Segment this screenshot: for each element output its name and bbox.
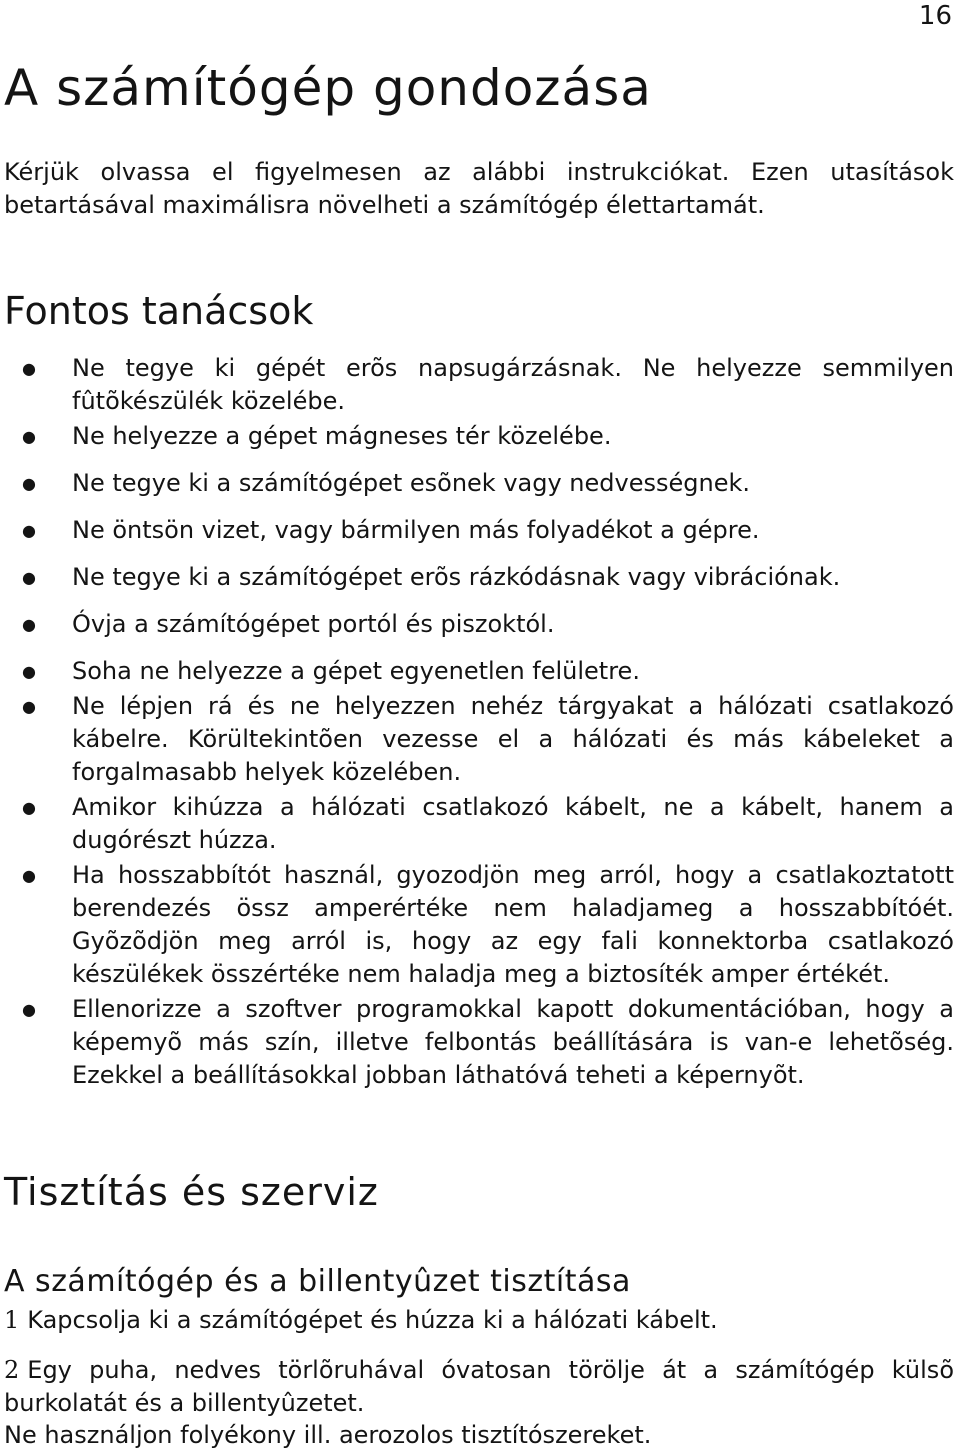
- tip-item: [0, 859, 960, 991]
- page-number: 16: [918, 1, 952, 31]
- tip-item: [0, 690, 960, 789]
- bullet-icon: ●: [22, 568, 36, 587]
- step-item: [4, 1304, 954, 1337]
- tip-item: [0, 514, 960, 547]
- tip-text: Soha ne helyezze a gépet egyenetlen felületre.: [72, 657, 640, 685]
- bullet-icon: ●: [22, 798, 36, 817]
- tip-item: [0, 655, 960, 688]
- tip-text: Ne helyezze a gépet mágneses tér közelébe.: [72, 422, 612, 450]
- step-number: 2: [4, 1356, 20, 1384]
- bullet-icon: ●: [22, 1000, 36, 1019]
- step-text: Egy puha, nedves törlõruhával óvatosan törölje át a számítógép külsõ burkolatát és a billentyûzetet.: [4, 1356, 954, 1417]
- bullet-icon: ●: [22, 866, 36, 885]
- tips-list: [0, 352, 960, 1094]
- tips-heading: Fontos tanácsok: [4, 289, 314, 333]
- step-item: [4, 1354, 954, 1420]
- page-title: A számítógép gondozása: [4, 59, 652, 117]
- tip-item: [0, 608, 960, 641]
- tip-text: Ne öntsön vizet, vagy bármilyen más folyadékot a gépre.: [72, 516, 760, 544]
- tip-item: [0, 791, 960, 857]
- bullet-icon: ●: [22, 359, 36, 378]
- tip-item: [0, 993, 960, 1092]
- bullet-icon: ●: [22, 697, 36, 716]
- tip-item: [0, 561, 960, 594]
- tip-item: [0, 467, 960, 500]
- tip-text: Ne lépjen rá és ne helyezzen nehéz tárgyakat a hálózati csatlakozó kábelre. Körültekintõen vezesse el a hálózati és más kábeleket a forgalmasabb helyek közelében.: [72, 692, 954, 786]
- tip-text: Ne tegye ki gépét erõs napsugárzásnak. Ne helyezze semmilyen fûtõkészülék közelébe.: [72, 354, 954, 415]
- tip-item: [0, 352, 960, 418]
- cleaning-heading: Tisztítás és szerviz: [4, 1170, 379, 1214]
- tip-text: Ellenorizze a szoftver programokkal kapott dokumentációban, hogy a képemyõ más szín, illetve felbontás beállítására is van-e lehetõség. Ezekkel a beállításokkal jobban láthatóvá teheti a képernyõt.: [72, 995, 954, 1089]
- tip-text: Amikor kihúzza a hálózati csatlakozó kábelt, ne a kábelt, hanem a dugórészt húzza.: [72, 793, 954, 854]
- tip-text: Ne tegye ki a számítógépet esõnek vagy nedvességnek.: [72, 469, 750, 497]
- bullet-icon: ●: [22, 662, 36, 681]
- cleaning-subheading: A számítógép és a billentyûzet tisztítása: [4, 1264, 631, 1299]
- step-text: Kapcsolja ki a számítógépet és húzza ki a hálózati kábelt.: [27, 1306, 718, 1334]
- bullet-icon: ●: [22, 521, 36, 540]
- bullet-icon: ●: [22, 474, 36, 493]
- bullet-icon: ●: [22, 615, 36, 634]
- tip-text: Ne tegye ki a számítógépet erõs rázkódásnak vagy vibrációnak.: [72, 563, 841, 591]
- step-number: 1: [4, 1306, 20, 1334]
- bullet-icon: ●: [22, 427, 36, 446]
- intro-paragraph: Kérjük olvassa el figyelmesen az alábbi instrukciókat. Ezen utasítások betartásával maximálisra növelheti a számítógép élettartamát.: [4, 158, 954, 219]
- tip-text: Ha hosszabbítót használ, gyozodjön meg arról, hogy a csatlakoztatott berendezés össz amperértéke nem haladjameg a hosszabbítóét. Gyõzõdjön meg arról is, hogy az egy fali konnektorba csatlakozó készülékek összértéke nem haladja meg a biztosíték amper értékét.: [72, 861, 954, 988]
- tip-text: Óvja a számítógépet portól és piszoktól.: [72, 610, 555, 638]
- cleaning-note: Ne használjon folyékony ill. aerozolos tisztítószereket.: [4, 1421, 652, 1449]
- tip-item: [0, 420, 960, 453]
